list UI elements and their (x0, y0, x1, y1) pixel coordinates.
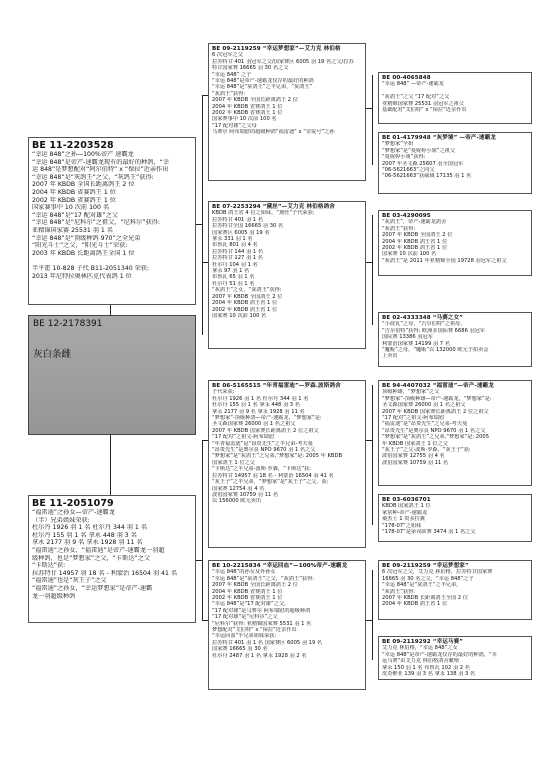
detail-line: 圣文森国家赛 26000 羽 1 名之祖父 (382, 402, 466, 409)
detail-line: “幸运 848”是帝产-速霸龙现有的最好的种鸽，“幸 (32, 158, 170, 166)
detail-line: 拿永 2177 羽 9 名 拿永 1928 羽 11 名 (32, 539, 143, 547)
detail-line: “幸运 848”是“灰鸽王”之父、“灰鸽王”获得: (32, 173, 154, 181)
detail-line: “灰王子”之父-波斯·罗森，“灰王子”获: (382, 447, 471, 454)
detail-line: “福雷迪”之孙女，“幸运梦想家”是帝产-速霸 (32, 584, 153, 592)
dam-dam-dam-card (378, 636, 532, 680)
detail-line: “幸运 848”是“灰鸽王”之父，“灰鸽王”获得: (212, 575, 315, 582)
detail-line: “梦想家”-顶级种鸽—帝产-速霸龙，“梦想家”是: (212, 415, 322, 422)
detail-line: “梦想家”是“曼妮婷小姐”之祖父 (382, 147, 456, 154)
connector-line (372, 75, 373, 165)
detail-line: 2002 年 KBDB 鸽王省 1 位 (212, 306, 278, 313)
detail-line: 2007 年圣文森 25607 羽全国冠军 (382, 160, 464, 167)
detail-line: “幸运 848”是“17 配对雄”之父 (32, 211, 118, 219)
detail-line: “卡斯达”获: (32, 562, 66, 570)
detail-line: “灰鸽王”获得: (212, 90, 246, 97)
detail-line: “梦想家”-顶级种雄—帝产-速霸龙，“梦想家”是: (382, 395, 492, 402)
detail-line: “17 配对”之祖父-阿布瑞慰 (212, 434, 275, 441)
sdd-details (382, 321, 528, 359)
detail-line: “灰鸽王”之父 “17 配对”之父 (382, 94, 450, 101)
dss-details (382, 389, 528, 466)
detail-line: “福雷迪”之孙女，“福雷迪”是帝产-速霸龙一羽超 (32, 546, 165, 554)
detail-line: 子代荣获: (212, 389, 235, 396)
detail-line: 2002 年 KBDB 鸽王省 1 位 (382, 245, 448, 252)
detail-line: “灰鸽王”获得: (382, 225, 416, 232)
detail-line: 国家赛事中 10 次前 100 名 (32, 204, 110, 212)
detail-line: 2002 年 KBDB 省赛鸽王 1 位 (212, 595, 283, 602)
detail-line: 拉苏特甘 401 羽冠军之父/国家赛区 6005 羽 19 名之父/拉苏 (212, 58, 354, 65)
detail-line: 杜尔丹 1926 羽 1 名 杜尔丹 344 羽 1 名 (32, 524, 148, 532)
detail-line: “福雷迪”是“昂贵先生”之兄弟-考夫曼 (382, 421, 468, 428)
sdd-ring-number: BE 02-4333348 “马赛之女” (382, 315, 464, 321)
sire-details (32, 151, 192, 280)
detail-line: 2007 年 KBDB 全国长距离鸽王 2 位 (212, 97, 298, 104)
sss-ring-number: BE 00-4065848 (382, 75, 431, 81)
detail-line: 基础配对“艾伯特” x “保拉”近亲作出 (382, 107, 467, 114)
detail-line: 年 KBDB 国家鸽王 1 位之父 (382, 440, 448, 447)
detail-line: “幸运 848” 之子 (212, 71, 252, 78)
dam-ring-number: BE 11-2051079 (32, 498, 114, 509)
detail-line: “灰王子”之半兄弟，“梦想家”是“灰王子”之父，获: (212, 479, 329, 486)
detail-line: 以 156000 欧元卖出 (212, 498, 262, 505)
detail-line: 国家赛 10 次前 100 名 (212, 312, 267, 319)
detail-line: “福雷迪”之孙女—帝产-速霸龙 (32, 509, 115, 516)
detail-line: “梦想家”是“灰鸽王”之兄弟,“梦想家”是: 2005 (382, 434, 489, 441)
detail-line: 2002 年 KBDB 省赛鸽王 1 位 (32, 196, 116, 204)
dam-sire-ring-number: BE 06-5165515 “年青福雷迪”—罗森.波斯鸽舍 (212, 383, 341, 389)
detail-line: 2003 年 KBDB 长距离鸽王全国 1 位 (32, 249, 135, 257)
detail-line: 布鲁瓦 65 羽 1 名 (212, 274, 255, 281)
detail-line: 亚精锦国家赛 25531 羽 1 名 (32, 226, 113, 234)
detail-line: 2004 年 KBDB 鸽王省 1 位 (212, 300, 278, 307)
detail-line: “幸运 848”是帝产-速霸龙仅存的最好的种鸽，“幸 (382, 651, 497, 658)
detail-line: 半平霍 10-828 子代 B11-2051340 荣获: (32, 264, 150, 272)
sire-card (28, 137, 196, 305)
sire-ring-number: BE 11-2203528 (32, 140, 114, 151)
detail-line: “幸运 848”是“灰鸽王”之半兄弟， (382, 582, 462, 589)
detail-line: 2004 年 KBDB 鸽王省 1 位 (382, 601, 448, 608)
detail-line: 拿永 150 羽 1 名 布鲁瓦 102 羽 2 名 (382, 664, 470, 671)
detail-line: “吉尔伯特”获得: 欧洲多国际赛 6686 羽冠军 (382, 327, 486, 334)
dam-dam-card (208, 560, 366, 690)
detail-line: 国家赛区 6005 羽 19 名 (212, 229, 270, 236)
detail-line: 拉苏特甘 401 羽 1 名 (212, 216, 263, 223)
connector-line (110, 435, 111, 495)
detail-line: “幸运 848”之孙—100%帝产 速霸龙 (32, 151, 134, 158)
detail-line: 特甘国家赛 16665 羽 30 名之父 (212, 65, 289, 72)
ddd-ring-number: BE 09-2119292 “幸运马赛” (382, 639, 464, 645)
detail-line: 拉苏特甘 144 羽 1 名 (212, 248, 263, 255)
detail-line: “幸运 848”是“灰鸽王”之半兄弟，“灰鸽王” (212, 84, 313, 91)
detail-line: 亚精锦国家赛 25531 羽冠军之祖父 (382, 100, 465, 107)
dds-ring-number: BE 09-2119259 “幸运梦想家” (382, 563, 469, 569)
detail-line: 运马赛”由艾力克 林伯格鸽舍繁殖 (382, 658, 459, 665)
detail-line: “幸运 848”是“顶级种鸽 970”之全兄弟 (32, 234, 141, 242)
subject-photo-panel (28, 315, 196, 435)
dam-dam-sire-card (378, 560, 532, 620)
dsd-ring-number: BE 03-6036701 (382, 497, 431, 503)
detail-line: “阳光斗士”之父，“阳光斗士”荣获: (32, 242, 128, 250)
detail-line: 上卖出 (382, 353, 398, 360)
detail-line: 运 848”是梦想配对“阿尔伯特” x “保拉”近亲作出 (32, 166, 169, 174)
detail-line: “小波瓦”之母，“吉尔伯特”之祖母， (382, 321, 466, 328)
detail-line: 2007 年 KBDB 全国鸽王 2 位 (212, 293, 283, 300)
dam-sire-sire-card (378, 380, 532, 486)
detail-line: “178-07”之姐妹 (382, 522, 422, 529)
subject-ring-number: BE 12-2178391 (33, 319, 103, 329)
detail-line: “灰鸽王”获得: (382, 588, 416, 595)
detail-line: “幸运 848”是“尼科尔”之祖父，“尼科尔”获得: (32, 219, 160, 227)
detail-line: 杜尔丹 155 羽 1 名 拿永 448 羽 3 名 (212, 402, 300, 409)
detail-line: 2002 年 KBDB 省赛鸽王 1 位 (212, 110, 283, 117)
detail-line: 拉苏特甘 401 羽 1 名 国家赛区 6005 羽 19 名 (212, 639, 323, 646)
detail-line: “灰鸽王”之女，“灰鸽王”获得: (212, 287, 282, 294)
detail-line: “幸运回血”半兄弟姐妹荣获: (212, 633, 277, 640)
detail-line: “魔贩”之母，“魔贩”以 132000 欧元于拍卖会 (382, 347, 489, 354)
connector-line (202, 95, 203, 335)
detail-line: 2004 年 KBDB 鸽王省 1 位 (382, 238, 448, 245)
detail-line: 艾力克 林伯格，“幸运 848”之女 (382, 645, 458, 652)
detail-line: 6 次冠军之父 (212, 52, 243, 59)
sire-dam-dam-card (378, 312, 532, 367)
dam-dam-ring-number: BE 10-2215834 “幸运回血”—100%帝产-速霸龙 (212, 563, 348, 569)
detail-line: “幸运 848”的孙女及外孙女 (212, 569, 276, 576)
dam-sire-details (212, 389, 362, 504)
detail-line: 拉苏特甘 14957 羽 18 名 - 利蒙治 16504 羽 41 名 (212, 472, 334, 479)
detail-line: “灰鸽王”，帝产-速霸龙鸽舍 (382, 219, 447, 226)
connector-line (372, 385, 373, 525)
detail-line: “昂贵先生”是奥尔良 NPO 9670 羽 1 名之父 (382, 427, 486, 434)
detail-line: 杜尔丹 2487 羽 1 名 拿永 1928 羽 2 名 (212, 652, 307, 659)
sire-sire-dam-card (378, 132, 532, 194)
detail-line: “17 配对”之祖父-阿布瑞慰 (382, 415, 445, 422)
detail-line: 2004 年 KBDB 省赛鸽王 1 位 (32, 188, 116, 196)
detail-line: 桑杰士 1 贵多拉翼 (382, 516, 425, 523)
dds-details (382, 569, 528, 607)
ddd-details (382, 645, 528, 677)
detail-line: 级种鸽，也是“梦想家”之父，“卡斯达”之父 (32, 554, 151, 562)
sire-dam-card (208, 201, 366, 349)
connector-line (110, 305, 111, 315)
detail-line: 国际赛 13386 羽冠军 (382, 334, 433, 341)
detail-line: 杜尔丹 104 羽 1 名 (212, 261, 258, 268)
detail-line: 16665 羽 30 名之父，“幸运 848”之子 (382, 575, 474, 582)
detail-line: “灰鸽王”是 2011 年亚精锦全国 19728 羽冠军之祖父 (382, 257, 507, 264)
dsd-details (382, 503, 528, 535)
detail-line: 国家赛 12754 羽 4 名 (212, 485, 265, 492)
detail-line: “178-07”是第戎联赛 3474 羽 1 名之父 (382, 529, 476, 536)
detail-line: 拿永 331 羽 1 名 (212, 236, 253, 243)
sire-dam-sire-card (378, 210, 532, 276)
detail-line (32, 257, 192, 265)
detail-line: “06-5621663”之同父 (382, 167, 435, 174)
detail-line: 国家赛 10 次前 100 名 (382, 251, 437, 258)
ssd-ring-number: BE 01-4179948 “灰梦境” —帝产-速霸龙 (382, 135, 496, 141)
detail-line: 2007 年 KBDB 国家赛长距离鸽王 2 位之祖父 (212, 427, 319, 434)
sire-sire-sire-card (378, 72, 532, 124)
detail-line: （半）兄弟姐妹荣获: (32, 516, 90, 524)
ssd-details (382, 141, 528, 179)
detail-line: 2007 年 KBDB 长距离鸽王全国 2 位 (382, 595, 468, 602)
detail-line: KBDB 鸽王省 4 位之姐妹，“黛丝”子代荣获: (212, 210, 315, 217)
detail-line: “17 配对雄”之父母 (212, 122, 257, 129)
detail-line: 皮奇维亚 139 羽 3 名 拿永 138 羽 3 名 (382, 671, 476, 678)
detail-line: 国家赛 16665 羽 30 名 (212, 646, 268, 653)
detail-line: 波伯国家赛 12755 羽 4 名 (382, 453, 445, 460)
connector-line (372, 570, 373, 660)
sds-details (382, 219, 528, 264)
detail-line: “17 配对雄”是马赛尔 阿布瑞慰的超级种鸽 (212, 607, 311, 614)
detail-line: 拿永 97 羽 1 名 (212, 268, 250, 275)
connector-line (372, 215, 373, 325)
detail-line: 马赛尔 阿布瑞慰的超级种鸽“福雷迪” x “亲爱号”之孙 (212, 129, 335, 136)
connector-line (202, 440, 203, 620)
detail-line: 2007 年 KBDB 国家赛长距离鸽王 2 位之祖父 (382, 408, 489, 415)
detail-line: 波伯国家赛 10759 羽 11 名 (382, 459, 449, 466)
dss-ring-number: BE 94-4407032 “福雷迪”—帝产-速霸龙 (382, 383, 494, 389)
detail-line: 2004 年 KBDB 省赛鸽王 1 位 (212, 103, 283, 110)
dam-card (28, 495, 196, 623)
detail-line: “幸运 848”是“17 配对雄”之父, (212, 601, 286, 608)
detail-line: “昂贵先生”是奥尔良 NPO 9670 羽 1 名之父 (212, 447, 316, 454)
detail-line: “曼妮婷小姐”获得: (382, 154, 426, 161)
detail-line: 2007 年 KBDB 全国鸽王 2 位 (382, 232, 453, 239)
sire-dam-ring-number: BE 07-2253294 “黛丝”—艾力克 林伯格鸽舍 (212, 204, 335, 210)
detail-line: “卡斯达”之半兄弟-波斯·罗森，“卡斯达”获: (212, 466, 312, 473)
detail-line: 梦想配对“艾伯特” x “保拉”近亲作出 (212, 627, 297, 634)
detail-line: 杜尔丹 51 羽 1 名 (212, 280, 255, 287)
sire-sire-card (208, 43, 366, 181)
detail-line: “尼科尔”获得: 亚精锦国家赛 5531 羽 1 名 (212, 620, 312, 627)
detail-line: 圣文森国家赛 26000 羽 1 名之祖父 (212, 421, 296, 428)
detail-line: “福雷迪”也是“灰王子”之父 (32, 577, 107, 585)
detail-line: 波伯国家赛 10759 羽 11 名 (212, 491, 279, 498)
detail-line: 国家赛事中 10 次前 100 名 (212, 116, 277, 123)
detail-line: 6 次冠军之父，艾力克 林伯格，拉苏特甘国家赛 (382, 569, 493, 576)
sire-sire-ring-number: BE 09-2119259 “幸运梦想家”—艾力克 林伯格 (212, 46, 341, 52)
subject-name: 灰白条雌 (33, 349, 72, 360)
detail-line: 龙一羽超级种鸽 (32, 592, 76, 600)
dam-dam-details (212, 569, 362, 659)
detail-line: 布鲁瓦 801 羽 4 名 (212, 242, 258, 249)
detail-line: “17 配对雄”是“尼科尔”之父 (212, 614, 278, 621)
detail-line: 2007 年 KBDB 全国长距离鸽王 2 位 (32, 181, 135, 189)
detail-line: “幸运 848” —帝产-速霸龙 (382, 81, 444, 88)
dam-sire-dam-card (378, 494, 532, 542)
detail-line: “幸运 848”是帝产-速霸龙仅存的最好的种鸽 (212, 78, 314, 85)
sire-sire-details (212, 52, 362, 135)
detail-line: 拉苏特甘 14957 羽 18 名 - 利蒙治 16504 羽 41 名 (32, 569, 178, 577)
detail-line: 杜尔丹 1926 羽 1 名 杜尔丹 344 羽 1 名 (212, 395, 309, 402)
dam-sire-card (208, 380, 366, 548)
detail-line: 拉苏特甘 127 羽 1 名 (212, 255, 263, 262)
detail-line: 2007 年 KBDB 全国长距离鸽王 2 位 (212, 582, 298, 589)
detail-line: 家常种-帝产-速霸龙 (382, 509, 428, 516)
detail-line: KBDB 国家鸽王 1 位 (382, 503, 431, 510)
detail-line: 利蒙治国家赛 14199 羽 7 名 (382, 340, 450, 347)
detail-line: “梦想家”是“灰鸽王”之兄弟,“梦想家”是: 2005 年 KBDB (212, 453, 342, 460)
detail-line: 顶级种雄，“梦想家”之父 (382, 389, 440, 396)
sss-details (382, 81, 528, 113)
detail-line: “年青福雷迪”是“昂贵先生”之半兄弟-考夫曼 (212, 440, 313, 447)
detail-line: 拿永 2177 羽 9 名 拿永 1928 羽 11 名 (212, 408, 305, 415)
detail-line: 2013 年尼特拉奥林匹克代表鸽 1 位 (32, 272, 132, 280)
detail-line: 2004 年 KBDB 省赛鸽王 1 位 (212, 588, 283, 595)
detail-line: 杜尔丹 155 羽 1 名 拿永 448 羽 3 名 (32, 531, 137, 539)
detail-line: 国家鸽王 1 位之父 (212, 459, 255, 466)
detail-line: “06-5621663”获威域 17135 羽 1 名 (382, 173, 472, 180)
dam-details (32, 509, 192, 600)
sire-dam-details (212, 210, 362, 319)
detail-line: 拉苏特甘全国 16665 羽 30 名 (212, 223, 284, 230)
detail-line: “梦想家”全姐 (382, 141, 414, 148)
sds-ring-number: BE 03-4290095 (382, 213, 431, 219)
